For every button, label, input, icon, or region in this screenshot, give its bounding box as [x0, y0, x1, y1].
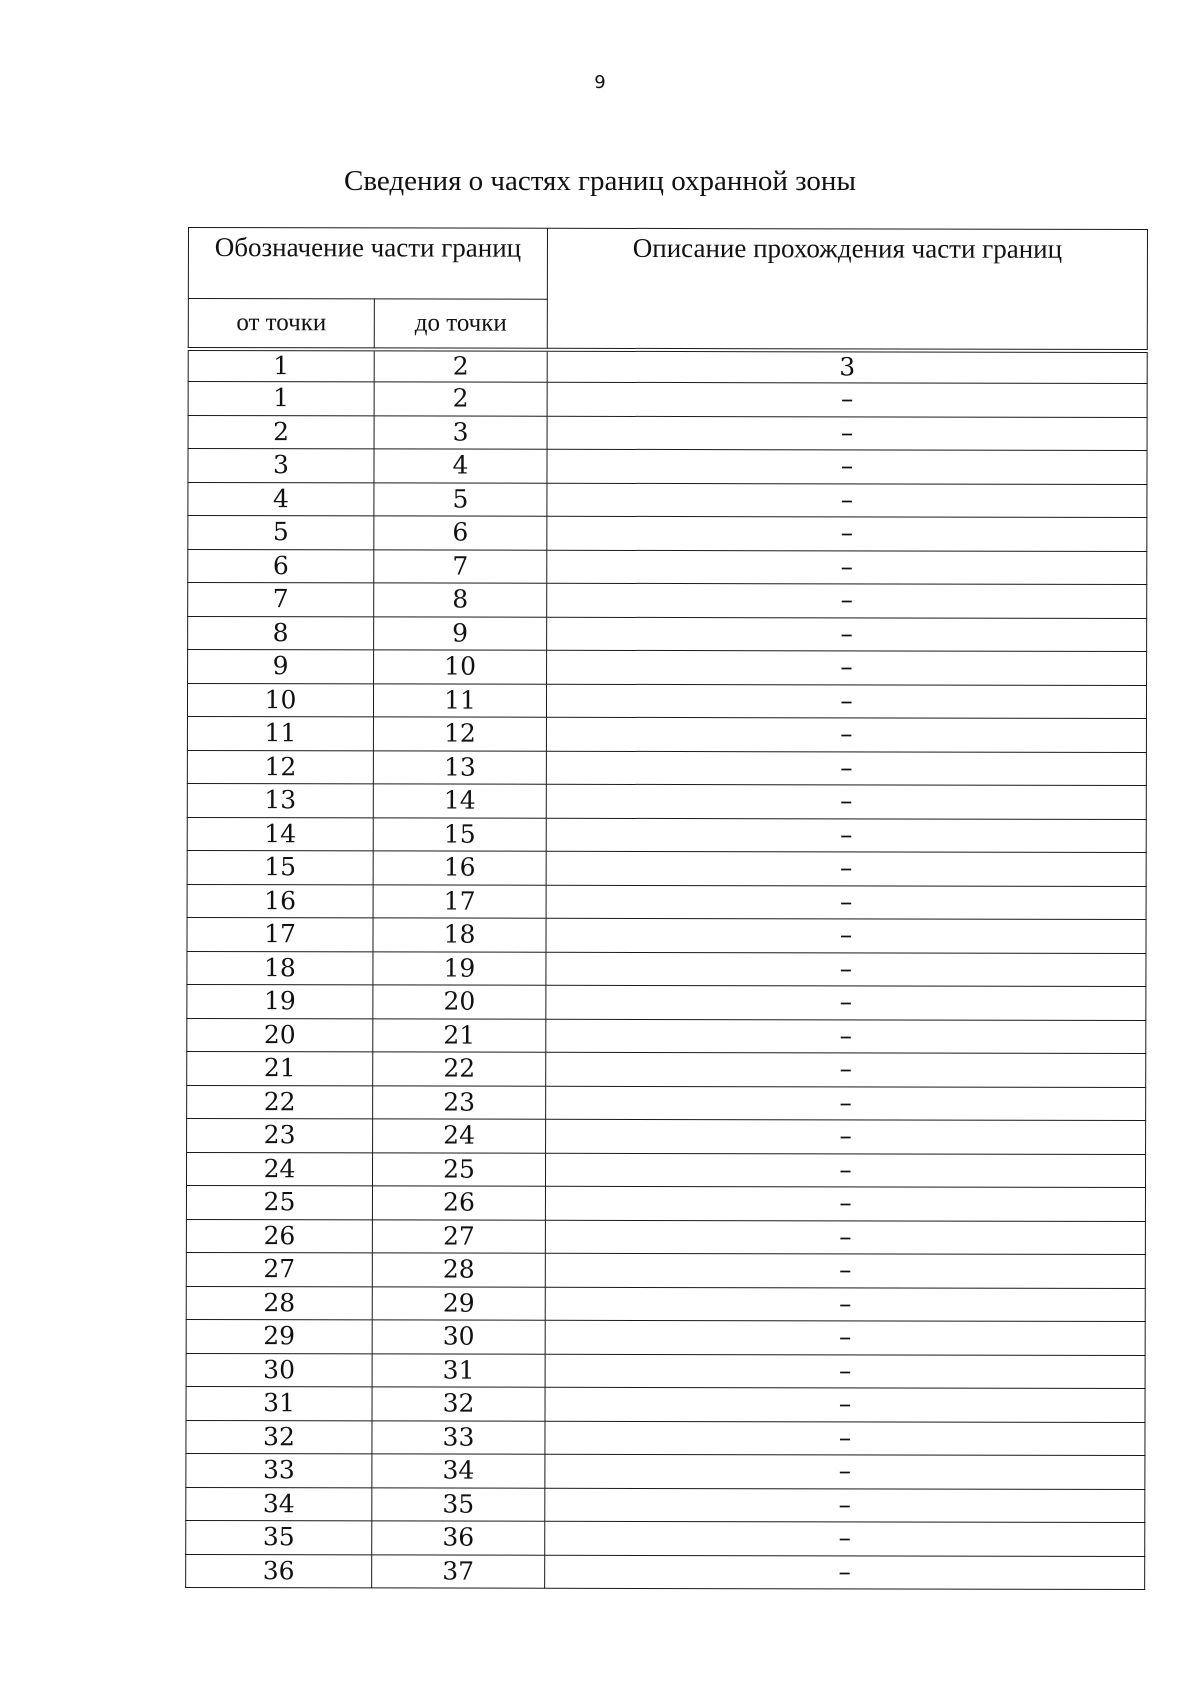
to-point-cell: 15 [373, 817, 546, 851]
table-row [186, 1185, 1145, 1221]
description-cell: – [545, 1354, 1145, 1389]
from-point-cell: 34 [186, 1487, 372, 1521]
description-cell: – [546, 717, 1146, 752]
to-point-cell: 29 [372, 1286, 545, 1320]
header-boundary-description [547, 228, 1147, 349]
description-cell: – [547, 550, 1147, 585]
to-point-cell: 3 [374, 415, 547, 449]
table-row [187, 917, 1146, 953]
from-point-cell: 11 [187, 717, 373, 751]
table-row [188, 382, 1147, 418]
description-cell: – [546, 885, 1146, 920]
to-point-cell: 22 [373, 1052, 546, 1086]
table-row [186, 1520, 1145, 1556]
header-to-point: до точки [374, 299, 547, 348]
to-point-cell: 8 [374, 583, 547, 617]
table-row [187, 850, 1146, 886]
to-point-cell: 20 [373, 985, 546, 1019]
to-point-cell: 36 [372, 1521, 545, 1555]
from-point-cell: 3 [188, 449, 374, 483]
from-point-cell: 19 [187, 984, 373, 1018]
table-row [187, 1051, 1146, 1087]
from-point-cell: 14 [187, 817, 373, 851]
to-point-cell: 16 [373, 851, 546, 885]
column-index-cell: 2 [374, 351, 547, 382]
to-point-cell: 31 [372, 1353, 545, 1387]
from-point-cell: 6 [188, 549, 374, 583]
description-cell: – [545, 1287, 1145, 1322]
description-cell: – [545, 1555, 1145, 1590]
from-point-cell: 5 [188, 516, 374, 550]
description-cell: – [547, 483, 1147, 518]
table-row [186, 1152, 1145, 1188]
table-row [186, 1219, 1145, 1255]
description-cell: – [547, 516, 1147, 551]
from-point-cell: 26 [186, 1219, 372, 1253]
table-body [186, 348, 1148, 1590]
to-point-cell: 25 [372, 1152, 545, 1186]
to-point-cell: 32 [372, 1387, 545, 1421]
page-number: 9 [594, 72, 606, 93]
to-point-cell: 26 [372, 1186, 545, 1220]
from-point-cell: 16 [187, 884, 373, 918]
description-cell: – [546, 1119, 1146, 1154]
from-point-cell: 23 [187, 1118, 373, 1152]
to-point-cell: 23 [373, 1085, 546, 1119]
from-point-cell: 27 [186, 1252, 372, 1286]
description-cell: – [547, 650, 1147, 685]
column-index-cell: 3 [547, 351, 1147, 383]
table-row [186, 1252, 1145, 1288]
description-cell: – [545, 1153, 1145, 1188]
table-row [186, 1319, 1145, 1355]
from-point-cell: 33 [186, 1453, 372, 1487]
table-row [186, 1554, 1145, 1590]
description-cell: – [547, 583, 1147, 618]
description-cell: – [547, 617, 1147, 652]
table-row [187, 683, 1146, 719]
description-cell: – [546, 1052, 1146, 1087]
description-cell: – [546, 851, 1146, 886]
to-point-cell: 6 [374, 516, 547, 550]
to-point-cell: 2 [374, 382, 547, 416]
boundary-parts-table [185, 227, 1148, 1590]
from-point-cell: 31 [186, 1386, 372, 1420]
to-point-cell: 28 [372, 1253, 545, 1287]
to-point-cell: 7 [374, 549, 547, 583]
from-point-cell: 13 [187, 783, 373, 817]
table-row [187, 1118, 1146, 1154]
to-point-cell: 21 [373, 1018, 546, 1052]
from-point-cell: 15 [187, 850, 373, 884]
to-point-cell: 35 [372, 1487, 545, 1521]
description-cell: – [545, 1220, 1145, 1255]
table-row [186, 1487, 1145, 1523]
from-point-cell: 32 [186, 1420, 372, 1454]
table-row [187, 1018, 1146, 1054]
description-cell: – [545, 1186, 1145, 1221]
header-from-point: от точки [188, 299, 374, 348]
description-cell: – [546, 784, 1146, 819]
to-point-cell: 17 [373, 884, 546, 918]
to-point-cell: 5 [374, 482, 547, 516]
description-cell: – [547, 449, 1147, 484]
description-cell: – [545, 1320, 1145, 1355]
to-point-cell: 18 [373, 918, 546, 952]
from-point-cell: 30 [186, 1353, 372, 1387]
table-row [187, 750, 1146, 786]
from-point-cell: 17 [187, 917, 373, 951]
from-point-cell: 29 [186, 1319, 372, 1353]
from-point-cell: 20 [187, 1018, 373, 1052]
column-index-row [188, 351, 1147, 384]
table-row [186, 1353, 1145, 1389]
to-point-cell: 14 [373, 784, 546, 818]
description-cell: – [546, 751, 1146, 786]
from-point-cell: 12 [187, 750, 373, 784]
from-point-cell: 7 [188, 583, 374, 617]
from-point-cell: 21 [187, 1051, 373, 1085]
to-point-cell: 13 [373, 750, 546, 784]
to-point-cell: 27 [372, 1219, 545, 1253]
table-row [186, 1453, 1145, 1489]
description-cell: – [546, 918, 1146, 953]
description-cell: – [546, 1019, 1146, 1054]
table-row [187, 884, 1146, 920]
header-boundary-designation [188, 228, 547, 300]
to-point-cell: 9 [374, 616, 547, 650]
to-point-cell: 34 [372, 1454, 545, 1488]
table-row [188, 415, 1147, 451]
table-row [188, 583, 1147, 619]
to-point-cell: 30 [372, 1320, 545, 1354]
description-cell: – [547, 382, 1147, 417]
boundary-table-container [185, 227, 1147, 1590]
page-title: Сведения о частях границ охранной зоны [344, 165, 856, 197]
to-point-cell: 19 [373, 951, 546, 985]
table-row [186, 1286, 1145, 1322]
from-point-cell: 36 [186, 1554, 372, 1588]
from-point-cell: 9 [188, 650, 374, 684]
header-boundary-description-label: Описание прохождения части границ [632, 232, 1063, 264]
table-row [187, 817, 1146, 853]
to-point-cell: 10 [374, 650, 547, 684]
from-point-cell: 18 [187, 951, 373, 985]
from-point-cell: 2 [188, 415, 374, 449]
description-cell: – [545, 1387, 1145, 1422]
to-point-cell: 4 [374, 449, 547, 483]
description-cell: – [546, 1086, 1146, 1121]
to-point-cell: 11 [373, 683, 546, 717]
to-point-cell: 37 [372, 1554, 545, 1588]
description-cell: – [546, 985, 1146, 1020]
description-cell: – [546, 684, 1146, 719]
table-row [188, 516, 1147, 552]
description-cell: – [545, 1454, 1145, 1489]
description-cell: – [545, 1488, 1145, 1523]
description-cell: – [547, 416, 1147, 451]
description-cell: – [546, 952, 1146, 987]
to-point-cell: 12 [373, 717, 546, 751]
description-cell: – [545, 1521, 1145, 1556]
table-row [187, 1085, 1146, 1121]
table-row [188, 482, 1147, 518]
from-point-cell: 25 [186, 1185, 372, 1219]
to-point-cell: 24 [373, 1119, 546, 1153]
description-cell: – [545, 1253, 1145, 1288]
table-row [186, 1386, 1145, 1422]
table-row [187, 951, 1146, 987]
from-point-cell: 4 [188, 482, 374, 516]
description-cell: – [545, 1421, 1145, 1456]
from-point-cell: 24 [186, 1152, 372, 1186]
description-cell: – [546, 818, 1146, 853]
table-row [187, 717, 1146, 753]
table-row [188, 650, 1147, 686]
header-boundary-designation-label: Обозначение части границ [214, 232, 522, 263]
from-point-cell: 35 [186, 1520, 372, 1554]
from-point-cell: 8 [188, 616, 374, 650]
column-index-cell: 1 [188, 351, 374, 382]
table-row [188, 549, 1147, 585]
from-point-cell: 10 [187, 683, 373, 717]
to-point-cell: 33 [372, 1420, 545, 1454]
table-row [188, 616, 1147, 652]
from-point-cell: 1 [188, 382, 374, 416]
table-row [186, 1420, 1145, 1456]
from-point-cell: 22 [187, 1085, 373, 1119]
table-row [187, 783, 1146, 819]
table-row [188, 449, 1147, 485]
table-row [187, 984, 1146, 1020]
from-point-cell: 28 [186, 1286, 372, 1320]
